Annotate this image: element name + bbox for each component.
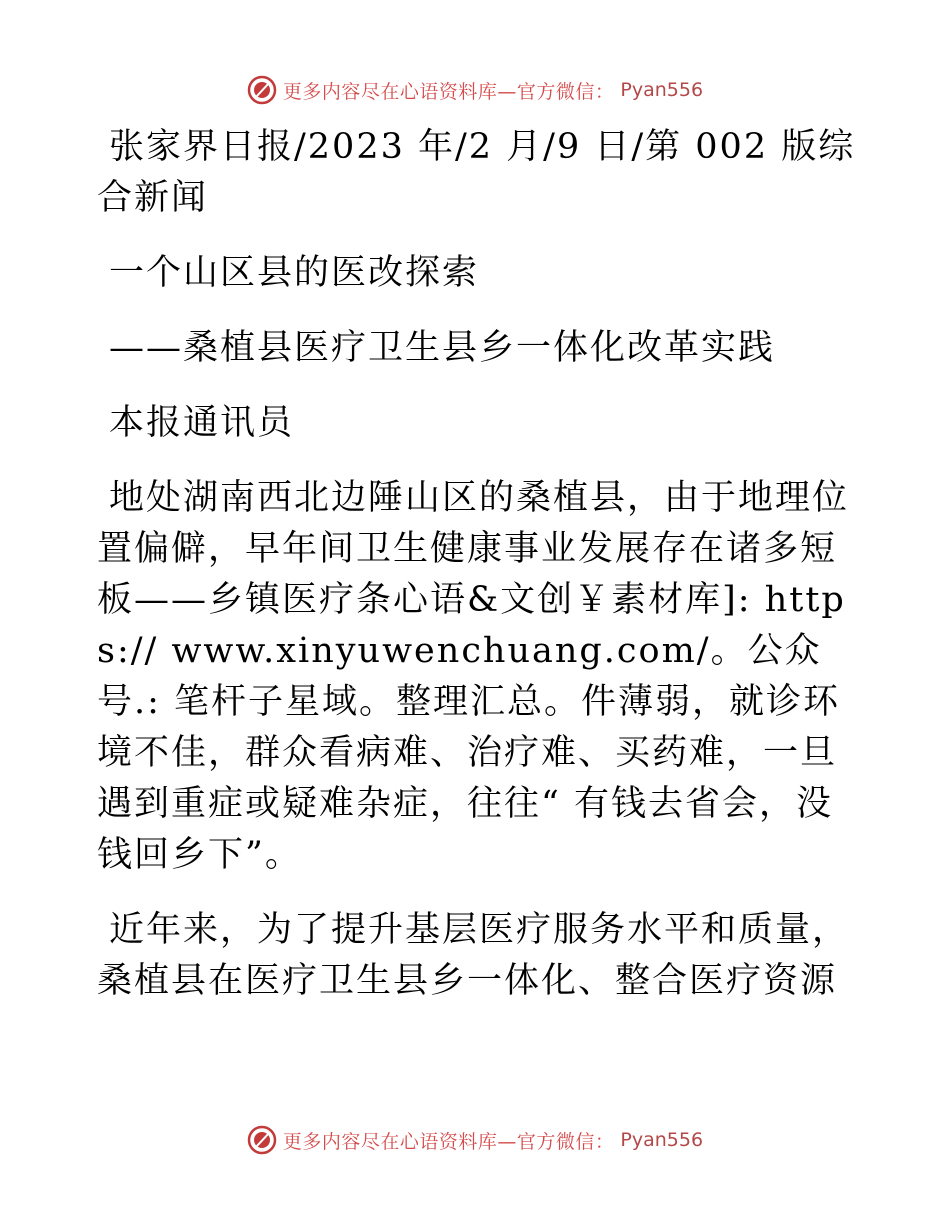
feather-seal-logo-icon <box>247 1125 277 1155</box>
feather-seal-logo-icon <box>247 75 277 105</box>
document-body <box>97 122 857 1031</box>
watermark-text: 更多内容尽在心语资料库—官方微信： <box>282 80 615 103</box>
watermark-wechat-id: Pyan556 <box>620 79 704 101</box>
article-title: 一个山区县的医改探索 <box>109 253 480 293</box>
watermark-wechat-id: Pyan556 <box>620 1129 704 1151</box>
byline: 本报通讯员 <box>109 403 295 443</box>
paragraph-1: 地处湖南西北边陲山区的桑植县，由于地理位置偏僻，早年间卫生健康事业发展存在诸多短板——乡镇医疗条心语&文创￥素材库]: https:// www.xinyuwenchuang.com/。公众号.: 笔杆子星域。整理汇总。件薄弱，就诊环境不佳，群众看病难、治疗难、买药难，一旦遇到重症或疑难杂症，往往“ 有钱去省会，没钱回乡下”。 <box>97 478 850 875</box>
source-line: 张家界日报/2023 年/2 月/9 日/第 002 版综合新闻 <box>97 127 856 218</box>
paragraph-2: 近年来，为了提升基层医疗服务水平和质量，桑植县在医疗卫生县乡一体化、整合医疗资源 <box>97 910 850 1001</box>
watermark-text: 更多内容尽在心语资料库—官方微信： <box>282 1130 615 1153</box>
article-subtitle: ——桑植县医疗卫生县乡一体化改革实践 <box>109 328 776 368</box>
watermark-banner-bottom <box>0 1120 950 1160</box>
watermark-banner-top <box>0 70 950 110</box>
